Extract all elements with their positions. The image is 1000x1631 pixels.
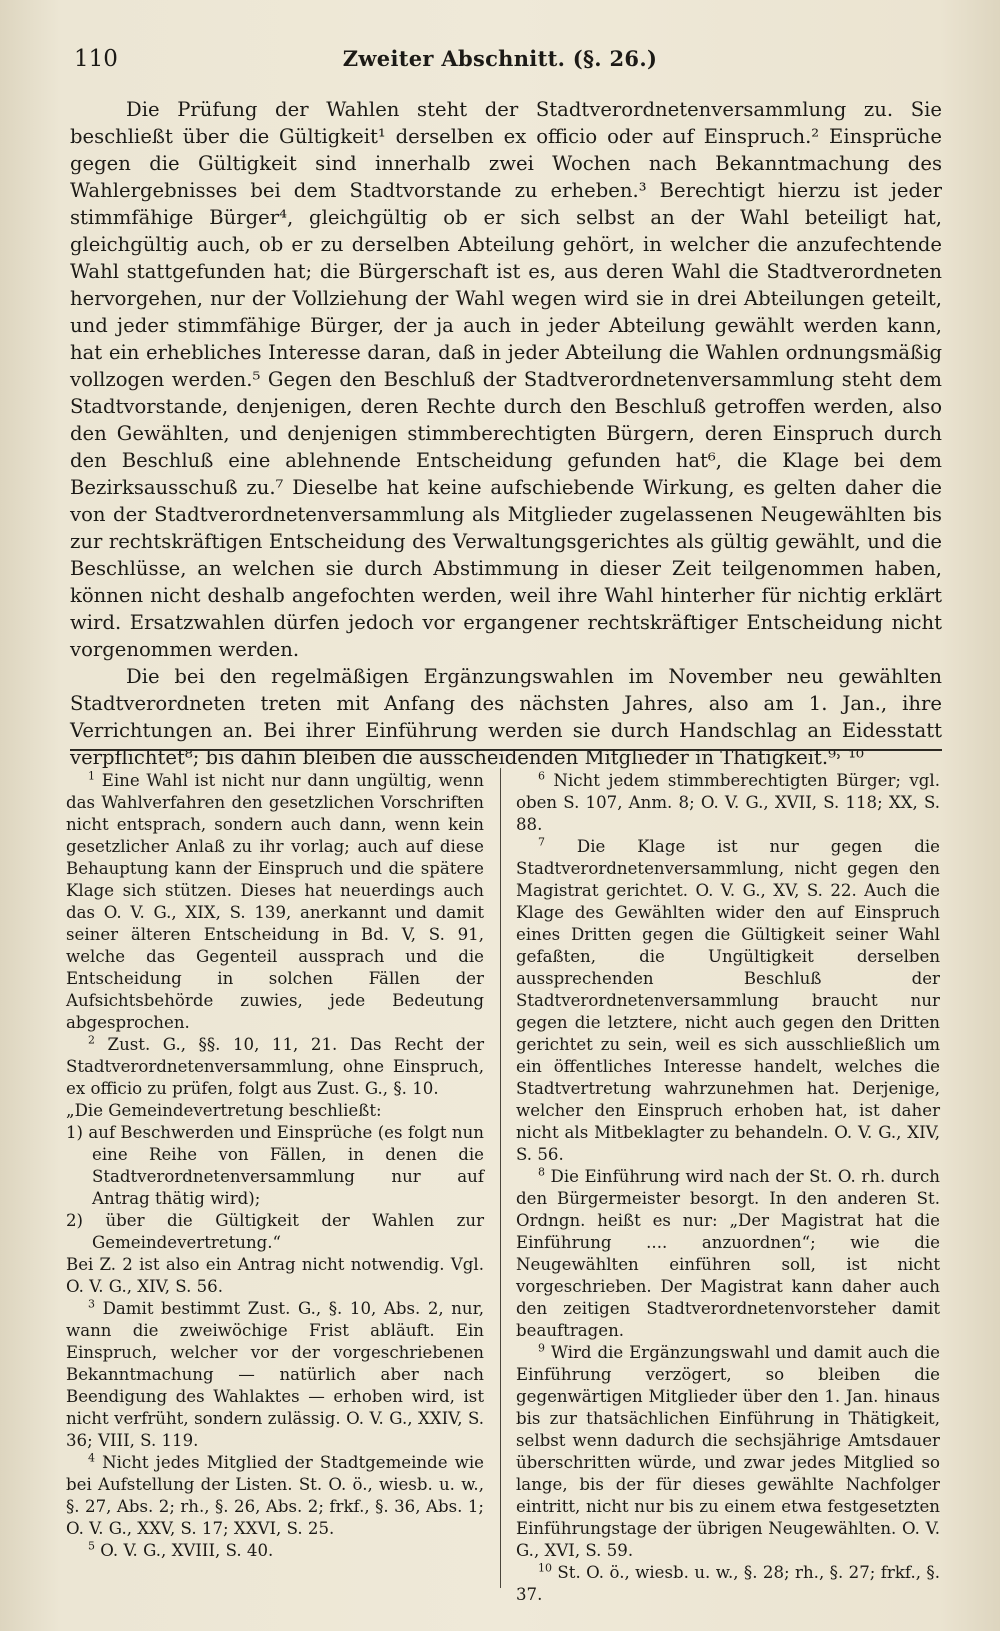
footnote <box>516 1562 940 1606</box>
footnote-text: O. V. G., XVIII, S. 40. <box>95 1541 274 1560</box>
footnote-number: 5 <box>88 1539 95 1553</box>
running-title: Zweiter Abschnitt. (§. 26.) <box>342 46 658 71</box>
footnote-text: Nicht jedes Mitglied der Stadtgemeinde wie bei Aufstellung der Listen. St. O. ö., wiesb. u. w., §. 27, Abs. 2; rh., §. 26, Abs. 2; frkf., §. 36, Abs. 1; O. V. G., XXV, S. 17; XXVI, S. 25. <box>66 1453 484 1538</box>
footnote-number: 6 <box>538 769 545 783</box>
footnote <box>66 1034 484 1100</box>
main-text <box>70 96 942 771</box>
footnote <box>516 836 940 1166</box>
footnote-text: 2) über die Gültigkeit der Wahlen zur Gemeindevertretung.“ <box>66 1211 484 1252</box>
footnote-number: 9 <box>538 1341 545 1355</box>
footnote-number: 2 <box>88 1033 95 1047</box>
footnote-text: 1) auf Beschwerden und Einsprüche (es folgt nun eine Reihe von Fällen, in denen die Stadtverordnetenversammlung nur auf Antrag thätig wird); <box>66 1123 484 1208</box>
footnote <box>66 1298 484 1452</box>
footnote-text: Damit bestimmt Zust. G., §. 10, Abs. 2, nur, wann die zweiwöchige Frist abläuft. Ein Einspruch, welcher vor der vorgeschriebenen Bekanntmachung — natürlich aber nach Beendigung des Wahlaktes — erhoben wird, ist nicht verfrüht, sondern zulässig. O. V. G., XXIV, S. 36; VIII, S. 119. <box>66 1299 484 1450</box>
page-number: 110 <box>74 46 118 72</box>
footnote-number: 7 <box>538 835 545 849</box>
footnote-number: 3 <box>88 1297 95 1311</box>
footnote-text: St. O. ö., wiesb. u. w., §. 28; rh., §. 27; frkf., §. 37. <box>516 1563 940 1604</box>
footnote-text: Eine Wahl ist nicht nur dann ungültig, wenn das Wahlverfahren den gesetzlichen Vorschriften nicht entsprach, sondern auch dann, wenn kein gesetzlicher Anlaß zu ihr vorlag; auch auf diese Behauptung kann der Einspruch und die spätere Klage sich stützen. Dieses hat neuerdings auch das O. V. G., XIX, S. 139, anerkannt und damit seiner älteren Entscheidung in Bd. V, S. 91, welche das Gegenteil aussprach und die Entscheidung in solchen Fällen der Aufsichtsbehörde zuwies, jede Bedeutung abgesprochen. <box>66 771 484 1032</box>
footnote-text: Zust. G., §§. 10, 11, 21. Das Recht der Stadtverordnetenversammlung, ohne Einspruch, ex officio zu prüfen, folgt aus Zust. G., §. 10. <box>66 1035 484 1098</box>
footnote <box>516 770 940 836</box>
footnote <box>66 1452 484 1540</box>
footnote <box>516 1166 940 1342</box>
footnote-text: Nicht jedem stimmberechtigten Bürger; vgl. oben S. 107, Anm. 8; O. V. G., XVII, S. 118; XX, S. 88. <box>516 771 940 834</box>
footnote <box>66 1540 484 1562</box>
main-paragraph: Die Prüfung der Wahlen steht der Stadtverordnetenversammlung zu. Sie beschließt über die Gültigkeit¹ derselben ex officio oder auf Einspruch.² Einsprüche gegen die Gültigkeit sind innerhalb zwei Wochen nach Bekanntmachung des Wahlergebnisses bei dem Stadtvorstande zu erheben.³ Berechtigt hierzu ist jeder stimmfähige Bürger⁴, gleichgültig ob er sich selbst an der Wahl beteiligt hat, gleichgültig auch, ob er zu derselben Abteilung gehört, in welcher die anzufechtende Wahl stattgefunden hat; die Bürgerschaft ist es, aus deren Wahl die Stadtverordneten hervorgehen, nur der Vollziehung der Wahl wegen wird sie in drei Abteilungen geteilt, und jeder stimmfähige Bürger, der ja auch in jeder Abteilung gewählt werden kann, hat ein erhebliches Interesse daran, daß in jeder Abteilung die Wahlen ordnungsmäßig vollzogen werden.⁵ Gegen den Beschluß der Stadtverordnetenversammlung steht dem Stadtvorstande, denjenigen, deren Rechte durch den Beschluß getroffen werden, also den Gewählten, und denjenigen stimmberechtigten Bürgern, deren Einspruch durch den Beschluß eine ablehnende Entscheidung gefunden hat⁶, die Klage bei dem Bezirksausschuß zu.⁷ Dieselbe hat keine aufschiebende Wirkung, es gelten daher die von der Stadtverordnetenversammlung als Mitglieder zugelassenen Neugewählten bis zur rechtskräftigen Entscheidung des Verwaltungsgerichtes als gültig gewählt, und die Beschlüsse, an welchen sie durch Abstimmung in dieser Zeit teilgenommen haben, können nicht deshalb angefochten werden, weil ihre Wahl hinterher für nichtig erklärt wird. Ersatzwahlen dürfen jedoch vor ergangener rechtskräftiger Entscheidung nicht vorgenommen werden. <box>70 98 942 661</box>
footnote-number: 10 <box>538 1561 552 1575</box>
footnote-number: 1 <box>88 769 95 783</box>
footnote-line <box>66 1210 484 1254</box>
footnote-text: Die Klage ist nur gegen die Stadtverordnetenversammlung, nicht gegen den Magistrat gerichtet. O. V. G., XV, S. 22. Auch die Klage des Gewählten wider den auf Einspruch eines Dritten gegen die Gültigkeit seiner Wahl gefaßten, die Ungültigkeit derselben aussprechenden Beschluß der Stadtverordnetenversammlung braucht nur gegen die letztere, nicht auch gegen den Dritten gerichtet zu sein, weil es sich ausschließlich um ein öffentliches Interesse handelt, welches die Stadtvertretung wahrzunehmen hat. Derjenige, welcher den Einspruch erhoben hat, ist daher nicht als Mitbeklagter zu behandeln. O. V. G., XIV, S. 56. <box>516 837 940 1164</box>
footnote-line <box>66 1254 484 1298</box>
footnote-text: Bei Z. 2 ist also ein Antrag nicht notwendig. Vgl. O. V. G., XIV, S. 56. <box>66 1255 484 1296</box>
main-paragraph: Die bei den regelmäßigen Ergänzungswahlen im November neu gewählten Stadtverordneten treten mit Anfang des nächsten Jahres, also am 1. Jan., ihre Verrichtungen an. Bei ihrer Einführung werden sie durch Handschlag an Eidesstatt verpflichtet⁸; bis dahin bleiben die ausscheidenden Mitglieder in Thätigkeit.⁹˒ ¹⁰ <box>70 665 942 769</box>
column-divider <box>500 768 501 1588</box>
footnotes-right-column <box>516 770 940 1606</box>
footnote <box>66 770 484 1034</box>
footnote-line <box>66 1122 484 1210</box>
footnote <box>516 1342 940 1562</box>
footnote-line <box>66 1100 484 1122</box>
page-header <box>70 40 930 80</box>
footnote-text: Wird die Ergänzungswahl und damit auch die Einführung verzögert, so bleiben die gegenwärtigen Mitglieder über den 1. Jan. hinaus bis zur thatsächlichen Einführung in Thätigkeit, selbst wenn dadurch die sechsjährige Amtsdauer überschritten würde, und zwar jedes Mitglied so lange, bis der für dieses gewählte Nachfolger eintritt, nicht nur bis zu einem etwa festgesetzten Einführungstage der übrigen Neugewählten. O. V. G., XVI, S. 59. <box>516 1343 940 1560</box>
footnote-text: „Die Gemeindevertretung beschließt: <box>66 1101 382 1120</box>
footnotes-left-column <box>66 770 484 1562</box>
footnote-number: 4 <box>88 1451 95 1465</box>
footnote-divider <box>70 749 942 751</box>
footnote-number: 8 <box>538 1165 545 1179</box>
footnote-text: Die Einführung wird nach der St. O. rh. durch den Bürgermeister besorgt. In den anderen St. Ordngn. heißt es nur: „Der Magistrat hat die Einführung .... anzuordnen“; wie die Neugewählten einführen soll, ist nicht vorgeschrieben. Der Magistrat kann daher auch den zeitigen Stadtverordnetenvorsteher damit beauftragen. <box>516 1167 940 1340</box>
